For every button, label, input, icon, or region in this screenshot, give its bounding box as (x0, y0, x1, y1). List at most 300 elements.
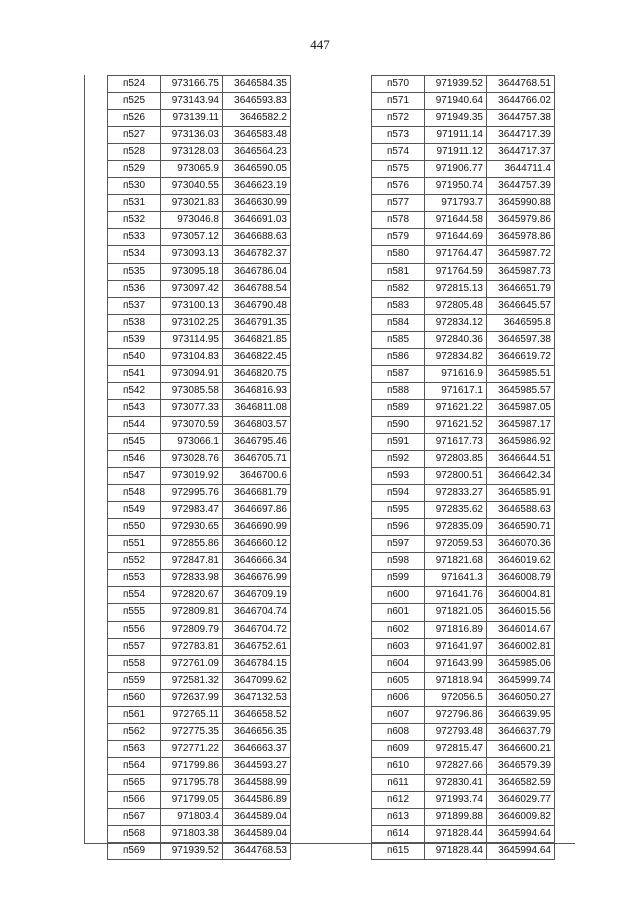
table-row (108, 433, 291, 450)
y-coordinate-cell: 3644586.89 (223, 791, 291, 808)
table-row (108, 399, 291, 416)
y-coordinate-cell: 3646019.62 (487, 553, 555, 570)
x-coordinate-cell: 973021.83 (161, 195, 223, 212)
y-coordinate-cell: 3646690.99 (223, 519, 291, 536)
x-coordinate-cell: 971641.97 (425, 638, 487, 655)
y-coordinate-cell: 3645994.64 (487, 826, 555, 843)
y-coordinate-cell: 3645986.92 (487, 433, 555, 450)
table-row (372, 93, 555, 110)
point-id-cell: п565 (108, 774, 161, 791)
table-row (372, 416, 555, 433)
x-coordinate-cell: 972995.76 (161, 485, 223, 502)
point-id-cell: п552 (108, 553, 161, 570)
y-coordinate-cell: 3646008.79 (487, 570, 555, 587)
y-coordinate-cell: 3645994.64 (487, 843, 555, 860)
point-id-cell: п598 (372, 553, 425, 570)
point-id-cell: п581 (372, 263, 425, 280)
x-coordinate-cell: 973040.55 (161, 178, 223, 195)
x-coordinate-cell: 973077.33 (161, 399, 223, 416)
point-id-cell: п597 (372, 536, 425, 553)
point-id-cell: п603 (372, 638, 425, 655)
y-coordinate-cell: 3646676.99 (223, 570, 291, 587)
table-row (372, 280, 555, 297)
table-row (108, 791, 291, 808)
x-coordinate-cell: 973136.03 (161, 127, 223, 144)
point-id-cell: п543 (108, 399, 161, 416)
x-coordinate-cell: 972855.86 (161, 536, 223, 553)
point-id-cell: п532 (108, 212, 161, 229)
x-coordinate-cell: 973066.1 (161, 433, 223, 450)
table-row (372, 587, 555, 604)
y-coordinate-cell: 3646564.23 (223, 144, 291, 161)
table-row (372, 144, 555, 161)
y-coordinate-cell: 3646790.48 (223, 297, 291, 314)
table-row (108, 553, 291, 570)
table-row (372, 195, 555, 212)
point-id-cell: п578 (372, 212, 425, 229)
x-coordinate-cell: 971644.69 (425, 229, 487, 246)
point-id-cell: п602 (372, 621, 425, 638)
point-id-cell: п593 (372, 468, 425, 485)
point-id-cell: п553 (108, 570, 161, 587)
point-id-cell: п542 (108, 382, 161, 399)
x-coordinate-cell: 972056.5 (425, 689, 487, 706)
x-coordinate-cell: 971803.38 (161, 826, 223, 843)
point-id-cell: п582 (372, 280, 425, 297)
y-coordinate-cell: 3646705.71 (223, 451, 291, 468)
x-coordinate-cell: 973019.92 (161, 468, 223, 485)
y-coordinate-cell: 3645978.86 (487, 229, 555, 246)
point-id-cell: п571 (372, 93, 425, 110)
table-row (108, 655, 291, 672)
y-coordinate-cell: 3644589.04 (223, 809, 291, 826)
point-id-cell: п548 (108, 485, 161, 502)
x-coordinate-cell: 971939.52 (161, 843, 223, 860)
point-id-cell: п528 (108, 144, 161, 161)
table-row (372, 433, 555, 450)
y-coordinate-cell: 3646786.04 (223, 263, 291, 280)
point-id-cell: п579 (372, 229, 425, 246)
y-coordinate-cell: 3645985.06 (487, 655, 555, 672)
x-coordinate-cell: 971617.1 (425, 382, 487, 399)
x-coordinate-cell: 971899.88 (425, 809, 487, 826)
point-id-cell: п547 (108, 468, 161, 485)
table-row (372, 212, 555, 229)
x-coordinate-cell: 971764.47 (425, 246, 487, 263)
table-row (108, 246, 291, 263)
x-coordinate-cell: 971828.44 (425, 843, 487, 860)
x-coordinate-cell: 971993.74 (425, 791, 487, 808)
x-coordinate-cell: 971621.52 (425, 416, 487, 433)
y-coordinate-cell: 3646002.81 (487, 638, 555, 655)
y-coordinate-cell: 3646582.2 (223, 110, 291, 127)
table-row (108, 502, 291, 519)
table-row (372, 502, 555, 519)
y-coordinate-cell: 3646644.51 (487, 451, 555, 468)
x-coordinate-cell: 971828.44 (425, 826, 487, 843)
x-coordinate-cell: 971799.05 (161, 791, 223, 808)
y-coordinate-cell: 3646009.82 (487, 809, 555, 826)
y-coordinate-cell: 3646816.93 (223, 382, 291, 399)
point-id-cell: п525 (108, 93, 161, 110)
y-coordinate-cell: 3644766.02 (487, 93, 555, 110)
table-row (108, 638, 291, 655)
y-coordinate-cell: 3646630.99 (223, 195, 291, 212)
x-coordinate-cell: 972834.12 (425, 314, 487, 331)
table-row (372, 689, 555, 706)
table-row (372, 604, 555, 621)
table-row (108, 723, 291, 740)
table-row (108, 331, 291, 348)
y-coordinate-cell: 3646600.21 (487, 740, 555, 757)
table-row (372, 348, 555, 365)
table-row (372, 672, 555, 689)
table-row (372, 382, 555, 399)
x-coordinate-cell: 973070.59 (161, 416, 223, 433)
y-coordinate-cell: 3646811.08 (223, 399, 291, 416)
x-coordinate-cell: 971643.99 (425, 655, 487, 672)
x-coordinate-cell: 972930.65 (161, 519, 223, 536)
y-coordinate-cell: 3646639.95 (487, 706, 555, 723)
table-row (372, 331, 555, 348)
point-id-cell: п610 (372, 757, 425, 774)
y-coordinate-cell: 3646588.63 (487, 502, 555, 519)
table-row (108, 297, 291, 314)
x-coordinate-cell: 971906.77 (425, 161, 487, 178)
point-id-cell: п560 (108, 689, 161, 706)
y-coordinate-cell: 3644717.37 (487, 144, 555, 161)
point-id-cell: п527 (108, 127, 161, 144)
x-coordinate-cell: 971799.86 (161, 757, 223, 774)
point-id-cell: п615 (372, 843, 425, 860)
point-id-cell: п564 (108, 757, 161, 774)
table-row (372, 110, 555, 127)
x-coordinate-cell: 972059.53 (425, 536, 487, 553)
y-coordinate-cell: 3646803.57 (223, 416, 291, 433)
x-coordinate-cell: 973093.13 (161, 246, 223, 263)
table-row (108, 127, 291, 144)
point-id-cell: п605 (372, 672, 425, 689)
point-id-cell: п584 (372, 314, 425, 331)
x-coordinate-cell: 972833.27 (425, 485, 487, 502)
y-coordinate-cell: 3646784.15 (223, 655, 291, 672)
y-coordinate-cell: 3646666.34 (223, 553, 291, 570)
point-id-cell: п558 (108, 655, 161, 672)
point-id-cell: п608 (372, 723, 425, 740)
point-id-cell: п524 (108, 76, 161, 93)
y-coordinate-cell: 3645999.74 (487, 672, 555, 689)
y-coordinate-cell: 3644768.53 (223, 843, 291, 860)
table-row (372, 263, 555, 280)
y-coordinate-cell: 3646704.72 (223, 621, 291, 638)
table-row (108, 416, 291, 433)
x-coordinate-cell: 972847.81 (161, 553, 223, 570)
x-coordinate-cell: 972833.98 (161, 570, 223, 587)
x-coordinate-cell: 971939.52 (425, 76, 487, 93)
x-coordinate-cell: 971641.3 (425, 570, 487, 587)
y-coordinate-cell: 3645987.72 (487, 246, 555, 263)
point-id-cell: п541 (108, 365, 161, 382)
x-coordinate-cell: 973046.8 (161, 212, 223, 229)
x-coordinate-cell: 973102.25 (161, 314, 223, 331)
x-coordinate-cell: 971818.94 (425, 672, 487, 689)
y-coordinate-cell: 3646597.38 (487, 331, 555, 348)
x-coordinate-cell: 973057.12 (161, 229, 223, 246)
point-id-cell: п599 (372, 570, 425, 587)
y-coordinate-cell: 3646585.91 (487, 485, 555, 502)
x-coordinate-cell: 972800.51 (425, 468, 487, 485)
point-id-cell: п540 (108, 348, 161, 365)
point-id-cell: п577 (372, 195, 425, 212)
point-id-cell: п535 (108, 263, 161, 280)
y-coordinate-cell: 3646681.79 (223, 485, 291, 502)
point-id-cell: п555 (108, 604, 161, 621)
y-coordinate-cell: 3646593.83 (223, 93, 291, 110)
point-id-cell: п567 (108, 809, 161, 826)
point-id-cell: п551 (108, 536, 161, 553)
y-coordinate-cell: 3646070.36 (487, 536, 555, 553)
x-coordinate-cell: 973028.76 (161, 451, 223, 468)
x-coordinate-cell: 972830.41 (425, 774, 487, 791)
x-coordinate-cell: 972783.81 (161, 638, 223, 655)
x-coordinate-cell: 972809.81 (161, 604, 223, 621)
point-id-cell: п592 (372, 451, 425, 468)
table-row (372, 757, 555, 774)
table-row (372, 178, 555, 195)
table-row (372, 76, 555, 93)
point-id-cell: п556 (108, 621, 161, 638)
point-id-cell: п591 (372, 433, 425, 450)
table-row (108, 161, 291, 178)
table-row (372, 229, 555, 246)
y-coordinate-cell: 3646821.85 (223, 331, 291, 348)
y-coordinate-cell: 3646788.54 (223, 280, 291, 297)
x-coordinate-cell: 971816.89 (425, 621, 487, 638)
y-coordinate-cell: 3645985.51 (487, 365, 555, 382)
x-coordinate-cell: 973085.58 (161, 382, 223, 399)
y-coordinate-cell: 3644589.04 (223, 826, 291, 843)
table-row (372, 127, 555, 144)
table-row (108, 229, 291, 246)
x-coordinate-cell: 971621.22 (425, 399, 487, 416)
x-coordinate-cell: 971940.64 (425, 93, 487, 110)
x-coordinate-cell: 971764.59 (425, 263, 487, 280)
point-id-cell: п566 (108, 791, 161, 808)
point-id-cell: п526 (108, 110, 161, 127)
x-coordinate-cell: 971821.05 (425, 604, 487, 621)
x-coordinate-cell: 972815.13 (425, 280, 487, 297)
point-id-cell: п538 (108, 314, 161, 331)
x-coordinate-cell: 972835.62 (425, 502, 487, 519)
y-coordinate-cell: 3645987.17 (487, 416, 555, 433)
table-row (108, 451, 291, 468)
point-id-cell: п612 (372, 791, 425, 808)
y-coordinate-cell: 3644757.38 (487, 110, 555, 127)
x-coordinate-cell: 972840.36 (425, 331, 487, 348)
x-coordinate-cell: 971644.58 (425, 212, 487, 229)
y-coordinate-cell: 3646582.59 (487, 774, 555, 791)
page-number: 447 (310, 37, 330, 52)
point-id-cell: п529 (108, 161, 161, 178)
y-coordinate-cell: 3645987.73 (487, 263, 555, 280)
x-coordinate-cell: 972835.09 (425, 519, 487, 536)
table-row (372, 809, 555, 826)
y-coordinate-cell: 3646782.37 (223, 246, 291, 263)
x-coordinate-cell: 973166.75 (161, 76, 223, 93)
table-row (372, 161, 555, 178)
table-row (108, 604, 291, 621)
table-row (108, 280, 291, 297)
point-id-cell: п559 (108, 672, 161, 689)
x-coordinate-cell: 972803.85 (425, 451, 487, 468)
table-row (372, 399, 555, 416)
x-coordinate-cell: 972809.79 (161, 621, 223, 638)
y-coordinate-cell: 3644588.99 (223, 774, 291, 791)
y-coordinate-cell: 3646660.12 (223, 536, 291, 553)
point-id-cell: п550 (108, 519, 161, 536)
point-id-cell: п537 (108, 297, 161, 314)
table-row (108, 740, 291, 757)
x-coordinate-cell: 972775.35 (161, 723, 223, 740)
table-row (108, 757, 291, 774)
x-coordinate-cell: 971803.4 (161, 809, 223, 826)
point-id-cell: п600 (372, 587, 425, 604)
y-coordinate-cell: 3646595.8 (487, 314, 555, 331)
x-coordinate-cell: 972637.99 (161, 689, 223, 706)
y-coordinate-cell: 3646651.79 (487, 280, 555, 297)
y-coordinate-cell: 3645990.88 (487, 195, 555, 212)
table-row (108, 144, 291, 161)
y-coordinate-cell: 3646619.72 (487, 348, 555, 365)
document-frame (84, 75, 575, 857)
table-row (372, 638, 555, 655)
point-id-cell: п534 (108, 246, 161, 263)
point-id-cell: п549 (108, 502, 161, 519)
point-id-cell: п557 (108, 638, 161, 655)
y-coordinate-cell: 3645985.57 (487, 382, 555, 399)
table-row (108, 93, 291, 110)
point-id-cell: п546 (108, 451, 161, 468)
y-coordinate-cell: 3646029.77 (487, 791, 555, 808)
y-coordinate-cell: 3644711.4 (487, 161, 555, 178)
point-id-cell: п607 (372, 706, 425, 723)
table-row (108, 178, 291, 195)
table-row (372, 655, 555, 672)
x-coordinate-cell: 973114.95 (161, 331, 223, 348)
coordinates-table-right (371, 75, 555, 860)
table-row (372, 468, 555, 485)
point-id-cell: п601 (372, 604, 425, 621)
x-coordinate-cell: 972796.86 (425, 706, 487, 723)
x-coordinate-cell: 972827.66 (425, 757, 487, 774)
point-id-cell: п596 (372, 519, 425, 536)
y-coordinate-cell: 3646645.57 (487, 297, 555, 314)
x-coordinate-cell: 973094.91 (161, 365, 223, 382)
x-coordinate-cell: 972820.67 (161, 587, 223, 604)
x-coordinate-cell: 971617.73 (425, 433, 487, 450)
y-coordinate-cell: 3647132.53 (223, 689, 291, 706)
y-coordinate-cell: 3646642.34 (487, 468, 555, 485)
table-row (108, 689, 291, 706)
table-row (108, 519, 291, 536)
y-coordinate-cell: 3646583.48 (223, 127, 291, 144)
table-row (108, 348, 291, 365)
table-row (108, 485, 291, 502)
point-id-cell: п614 (372, 826, 425, 843)
table-row (108, 212, 291, 229)
y-coordinate-cell: 3646795.46 (223, 433, 291, 450)
x-coordinate-cell: 972983.47 (161, 502, 223, 519)
x-coordinate-cell: 972765.11 (161, 706, 223, 723)
table-row (372, 621, 555, 638)
point-id-cell: п588 (372, 382, 425, 399)
y-coordinate-cell: 3646691.03 (223, 212, 291, 229)
point-id-cell: п587 (372, 365, 425, 382)
table-row (372, 791, 555, 808)
y-coordinate-cell: 3645979.86 (487, 212, 555, 229)
x-coordinate-cell: 973104.83 (161, 348, 223, 365)
y-coordinate-cell: 3646704.74 (223, 604, 291, 621)
y-coordinate-cell: 3646709.19 (223, 587, 291, 604)
x-coordinate-cell: 971793.7 (425, 195, 487, 212)
x-coordinate-cell: 971821.68 (425, 553, 487, 570)
y-coordinate-cell: 3646623.19 (223, 178, 291, 195)
point-id-cell: п609 (372, 740, 425, 757)
point-id-cell: п554 (108, 587, 161, 604)
table-row (372, 706, 555, 723)
point-id-cell: п568 (108, 826, 161, 843)
y-coordinate-cell: 3646015.56 (487, 604, 555, 621)
x-coordinate-cell: 973100.13 (161, 297, 223, 314)
table-row (108, 672, 291, 689)
x-coordinate-cell: 971911.14 (425, 127, 487, 144)
x-coordinate-cell: 973139.11 (161, 110, 223, 127)
x-coordinate-cell: 972834.82 (425, 348, 487, 365)
y-coordinate-cell: 3646752.61 (223, 638, 291, 655)
x-coordinate-cell: 972815.47 (425, 740, 487, 757)
y-coordinate-cell: 3646637.79 (487, 723, 555, 740)
y-coordinate-cell: 3646590.05 (223, 161, 291, 178)
table-row (372, 519, 555, 536)
x-coordinate-cell: 971795.78 (161, 774, 223, 791)
y-coordinate-cell: 3646697.86 (223, 502, 291, 519)
y-coordinate-cell: 3646584.35 (223, 76, 291, 93)
y-coordinate-cell: 3646658.52 (223, 706, 291, 723)
y-coordinate-cell: 3644757.39 (487, 178, 555, 195)
table-row (108, 76, 291, 93)
table-row (372, 740, 555, 757)
y-coordinate-cell: 3644768.51 (487, 76, 555, 93)
point-id-cell: п586 (372, 348, 425, 365)
point-id-cell: п536 (108, 280, 161, 297)
coordinates-table-left (107, 75, 291, 860)
point-id-cell: п570 (372, 76, 425, 93)
x-coordinate-cell: 972581.32 (161, 672, 223, 689)
point-id-cell: п572 (372, 110, 425, 127)
point-id-cell: п544 (108, 416, 161, 433)
table-row (108, 263, 291, 280)
x-coordinate-cell: 972793.48 (425, 723, 487, 740)
y-coordinate-cell: 3646590.71 (487, 519, 555, 536)
y-coordinate-cell: 3646656.35 (223, 723, 291, 740)
point-id-cell: п594 (372, 485, 425, 502)
x-coordinate-cell: 971949.35 (425, 110, 487, 127)
point-id-cell: п574 (372, 144, 425, 161)
y-coordinate-cell: 3646014.67 (487, 621, 555, 638)
y-coordinate-cell: 3644593.27 (223, 757, 291, 774)
table-row (372, 723, 555, 740)
point-id-cell: п611 (372, 774, 425, 791)
